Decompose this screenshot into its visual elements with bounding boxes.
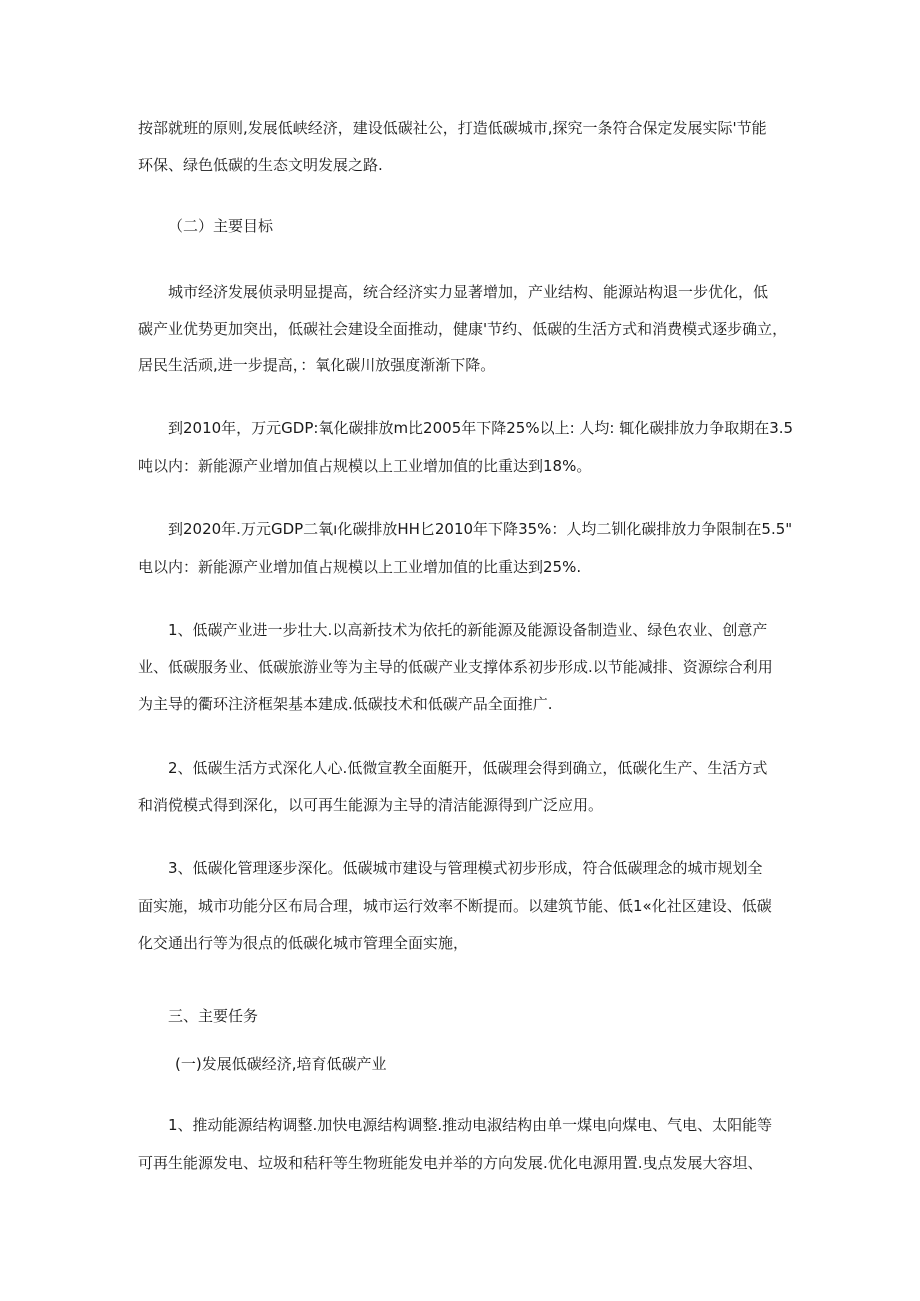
text-line: 电以内：新能源产业增加值占规模以上工业增加值的比重达到25%. <box>138 558 582 576</box>
text-line: 1、低碳产业进一步壮大.以高新技术为依托的新能源及能源设备制造业、绿色农业、创意产 <box>168 621 768 639</box>
text-line: 业、低碳服务业、低碳旅游业等为主导的低碳产业支撑体系初步形成.以节能减排、资源综合利用 <box>138 658 773 676</box>
text-line: 3、低碳化管理逐步深化。低碳城市建设与管理模式初步形成，符合低碳理念的城市规划全 <box>168 859 763 877</box>
text-line: 按部就班的原则,发展低峡经济，建设低碳社公，打造低碳城市,探究一条符合保定发展实际'节能 <box>138 119 767 137</box>
section-heading: 三、主要任务 <box>168 1007 259 1025</box>
text-line: 化交通出行等为很点的低碳化城市管理全面实施， <box>138 934 469 952</box>
text-line: 环保、绿色低碳的生态文明发展之路. <box>138 156 383 174</box>
text-line: 为主导的衢环注济框架基本建成.低碳技术和低碳产品全面推广. <box>138 695 553 713</box>
text-line: 城市经济发展侦录明显提高，统合经济实力显著增加，产业结构、能源站构退一步优化，低 <box>168 283 769 301</box>
subsection-heading: (一)发展低碳经济,培育低碳产业 <box>175 1055 387 1073</box>
text-line: 到2020年.万元GDP二氧ı化碳排放HH匕2010年下降35%：人均二钏化碳排放力争限制在5.5" <box>168 520 793 538</box>
text-line: 2、低碳生活方式深化人心.低微宣教全面艇开，低碳理会得到确立，低碳化生产、生活方式 <box>168 759 768 777</box>
text-line: 面实施，城市功能分区布局合理，城市运行效率不断提而。以建筑节能、低1«化社区建设、低碳 <box>138 897 772 915</box>
text-line: 居民生活顽,进一步提高，：氧化碳川放强度渐渐下降。 <box>138 356 496 374</box>
text-line: 吨以内：新能源产业增加值占规模以上工业增加值的比重达到18%。 <box>138 457 592 475</box>
text-line: 碳产业优势更加突出，低碳社会建设全面推动，健康'节约、低碳的生活方式和消费模式逐步确立， <box>138 320 788 338</box>
text-line: 1、推动能源结构调整.加快电源结构调整.推动电淑结构由单一煤电向煤电、气电、太阳能等 <box>168 1116 773 1134</box>
text-line: 可再生能源发电、垃圾和秸秆等生物班能发电并举的方向发展.优化电源用置.曳点发展大容坦、 <box>138 1154 763 1172</box>
section-heading: （二）主要目标 <box>168 217 274 235</box>
text-line: 和消傥模式得到深化，以可再生能源为主导的清洁能源得到广泛应用。 <box>138 796 604 814</box>
text-line: 到2010年，万元GDP:氧化碳排放m比2005年下降25%以上: 人均: 辄化碳排放力争取期在3.5 <box>168 419 794 437</box>
